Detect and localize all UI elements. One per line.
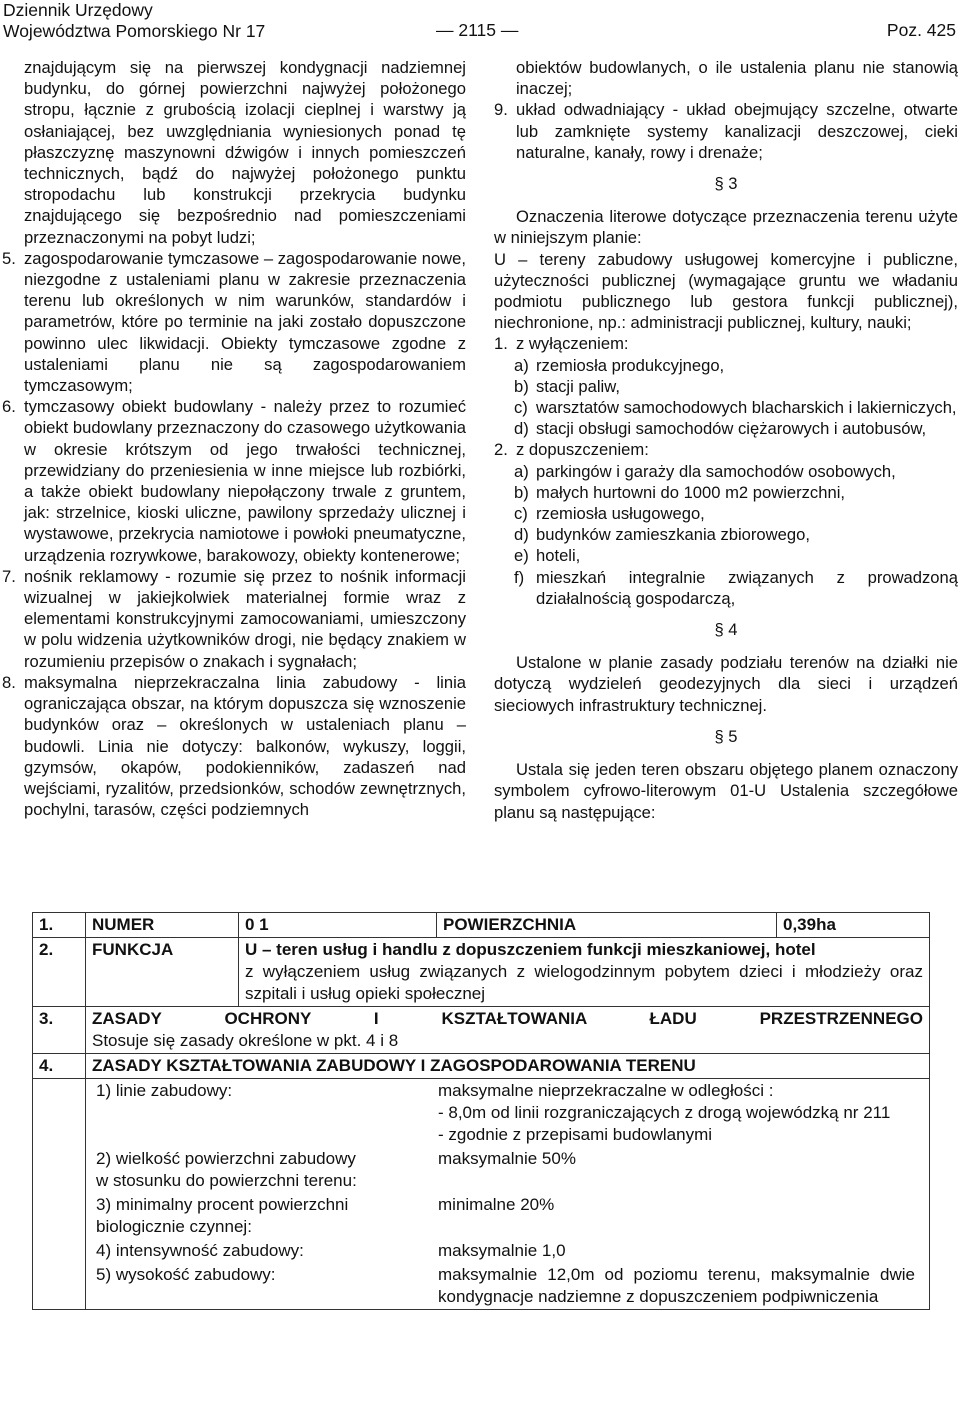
parameter-value: maksymalnie 50% xyxy=(438,1149,576,1168)
list-heading-text: z wyłączeniem: xyxy=(516,334,629,354)
list-number: 1. xyxy=(494,334,508,354)
row-index: 1. xyxy=(33,913,86,938)
table-row-number xyxy=(33,913,930,938)
list-number: 2. xyxy=(494,440,508,460)
item-number: 8. xyxy=(2,672,16,692)
item-letter: f) xyxy=(514,567,525,587)
item-text: rzemiosła produkcyjnego, xyxy=(536,355,725,375)
parameter-row xyxy=(90,1263,921,1309)
table-row-parameters xyxy=(33,1079,930,1310)
row-index: 4. xyxy=(33,1054,86,1079)
allowance-item xyxy=(494,567,958,609)
parameter-value: maksymalnie 1,0 xyxy=(438,1241,566,1260)
item-letter: b) xyxy=(514,482,529,502)
exclusion-item xyxy=(494,418,958,439)
parameter-value-line: maksymalne nieprzekraczalne w odległości : xyxy=(438,1081,774,1100)
item-number: 7. xyxy=(2,566,16,586)
list-heading-text: z dopuszczeniem: xyxy=(516,440,649,460)
table-row-function xyxy=(33,938,930,1007)
item-text: stacji paliw, xyxy=(536,376,620,396)
row-label: NUMER xyxy=(86,913,239,938)
journal-issue: Województwa Pomorskiego Nr 17 xyxy=(3,21,266,41)
parameter-value xyxy=(432,1079,921,1147)
table-row-development xyxy=(33,1054,930,1079)
allowances-heading xyxy=(494,439,958,460)
position-number: Poz. 425 xyxy=(886,20,956,40)
row-label: FUNKCJA xyxy=(86,938,239,1007)
parameter-label: 4) intensywność zabudowy: xyxy=(96,1241,304,1260)
row-value-2: 0,39ha xyxy=(777,913,930,938)
function-main: U – teren usług i handlu z dopuszczeniem funkcji mieszkaniowej, hotel xyxy=(245,940,816,959)
page-number: — 2115 — xyxy=(436,20,519,40)
row-value: 0 1 xyxy=(239,913,437,938)
parameter-value-line: - zgodnie z przepisami budowlanymi xyxy=(438,1125,713,1144)
definition-item-5 xyxy=(2,248,466,396)
table-row-principles xyxy=(33,1007,930,1054)
parameter-label: 5) wysokość zabudowy: xyxy=(96,1265,276,1284)
allowance-item xyxy=(494,503,958,524)
allowance-item xyxy=(494,461,958,482)
function-detail: z wyłączeniem usług związanych z wielogodzinnym pobytem dzieci i młodzieży oraz szpitali i usług opieki społecznej xyxy=(245,962,923,1003)
item-text: stacji obsługi samochodów ciężarowych i autobusów, xyxy=(536,419,927,439)
parameter-label: 1) linie zabudowy: xyxy=(96,1081,233,1100)
item-letter: c) xyxy=(514,504,528,524)
row-index-empty xyxy=(33,1079,86,1310)
item-letter: b) xyxy=(514,376,529,396)
item-text: małych hurtowni do 1000 m2 powierzchni, xyxy=(536,482,845,502)
exclusion-item xyxy=(494,376,958,397)
parameters-table xyxy=(90,1079,921,1309)
journal-name: Dziennik Urzędowy xyxy=(3,0,153,20)
item-text: układ odwadniający - układ obejmujący szczelne, otwarte lub zamknięte systemy kanalizacji deszczowej, cieki naturalne, kanały, rowy i drenaże; xyxy=(516,100,958,162)
row-value: Stosuje się zasady określone w pkt. 4 i 8 xyxy=(92,1031,399,1050)
item-letter: a) xyxy=(514,461,529,481)
parameter-label: 2) wielkość powierzchni zabudowy w stosunku do powierzchni terenu: xyxy=(96,1149,357,1190)
right-column xyxy=(494,57,958,823)
row-label-2: POWIERZCHNIA xyxy=(437,913,777,938)
section-3-heading: § 3 xyxy=(714,174,738,194)
parameter-value-line: - 8,0m od linii rozgraniczających z drogą wojewódzką nr 211 xyxy=(438,1103,891,1122)
item-number: 9. xyxy=(494,100,508,120)
item-number: 5. xyxy=(2,248,16,268)
allowance-item xyxy=(494,482,958,503)
item-number: 6. xyxy=(2,397,16,417)
exclusion-item xyxy=(494,397,958,418)
parameters-cell xyxy=(86,1079,930,1310)
u-definition: U – tereny zabudowy usługowej komercyjne i publiczne, użyteczności publicznej (wymagające gruntu we władaniu podmiotu publicznego lub gestora funkcji publicznej), niechronione, np.: administracji publicznej, kultury, nauki; xyxy=(494,249,958,333)
exclusion-item xyxy=(494,355,958,376)
section-4-heading: § 4 xyxy=(714,620,738,640)
parameter-row xyxy=(90,1239,921,1263)
zoning-spec-table xyxy=(32,912,930,1310)
section-5-heading: § 5 xyxy=(714,726,738,746)
item-text: budynków zamieszkania zbiorowego, xyxy=(536,525,810,545)
row-index: 2. xyxy=(33,938,86,1007)
section-3-text: Oznaczenia literowe dotyczące przeznaczenia terenu użyte w niniejszym planie: xyxy=(494,207,958,248)
item-letter: d) xyxy=(514,525,529,545)
item-text: mieszkań integralnie związanych z prowadzoną działalnością gospodarczą, xyxy=(536,567,958,608)
definition-item-8 xyxy=(2,672,466,820)
journal-title xyxy=(3,0,265,42)
intro-paragraph: znajdującym się na pierwszej kondygnacji nadziemnej budynku, do górnej powierzchni najwyżej położonego stropu, łącznie z grubością izolacji cieplnej i warstwy ją osłaniającej, bez uwzględniania wyniesionych ponad tę płaszczyznę maszynowni dźwigów i innych pomieszczeń technicznych, bądź do najwyżej położonego punktu stropodachu lub konstrukcji przekrycia budynku znajdującego się bezpośrednio nad pomieszczeniami przeznaczonymi na pobyt ludzi; xyxy=(24,58,466,247)
row-label: ZASADY KSZTAŁTOWANIA ZABUDOWY I ZAGOSPODAROWANIA TERENU xyxy=(86,1054,930,1079)
item-letter: a) xyxy=(514,355,529,375)
allowance-item xyxy=(494,524,958,545)
parameter-row xyxy=(90,1079,921,1147)
left-column xyxy=(2,57,466,820)
item-letter: c) xyxy=(514,398,528,418)
allowance-item xyxy=(494,545,958,566)
parameter-value: maksymalnie 12,0m od poziomu terenu, maksymalnie dwie kondygnacje nadziemne z dopuszczeniem podpiwniczenia xyxy=(438,1265,915,1306)
item-text: maksymalna nieprzekraczalna linia zabudowy - linia ograniczająca obszar, na którym dopuszcza się wznoszenie budynków oraz – określonych w ustaleniach planu – budowli. Linia nie dotyczy: balkonów, wykuszy, loggii, gzymsów, okapów, podokienników, zadaszeń nad wejściami, ryzalitów, przedsionków, schodów zewnętrznych, pochylni, tarasów, części podziemnych xyxy=(24,672,466,820)
item-text: nośnik reklamowy - rozumie się przez to nośnik informacji wizualnej w jakiejkolwiek materialnej formie wraz z elementami konstrukcyjnymi zamocowaniami, umieszczony w polu widzenia użytkowników drogi, nie będący znakiem w rozumieniu przepisów o znakach i sygnałach; xyxy=(24,566,466,671)
row-label: ZASADY OCHRONY I KSZTAŁTOWANIA ŁADU PRZESTRZENNEGO xyxy=(92,1009,923,1028)
item-letter: d) xyxy=(514,419,529,439)
item-text: warsztatów samochodowych blacharskich i lakierniczych, xyxy=(536,398,957,418)
definition-item-7 xyxy=(2,566,466,672)
section-4-text: Ustalone w planie zasady podziału terenów na działki nie dotyczą wydzieleń geodezyjnych dla sieci i urządzeń sieciowych infrastruktury technicznej. xyxy=(494,653,958,715)
item-text: hoteli, xyxy=(536,546,581,566)
continuation-text: obiektów budowlanych, o ile ustalenia planu nie stanowią inaczej; xyxy=(516,58,958,99)
row-content xyxy=(86,1007,930,1054)
definition-item-9 xyxy=(494,99,958,163)
parameter-value: minimalne 20% xyxy=(438,1195,555,1214)
definition-item-6 xyxy=(2,396,466,566)
exclusions-heading xyxy=(494,333,958,354)
parameter-row xyxy=(90,1193,921,1239)
item-text: parkingów i garaży dla samochodów osobowych, xyxy=(536,461,896,481)
parameter-label: 3) minimalny procent powierzchni biologicznie czynnej: xyxy=(96,1195,349,1236)
item-text: zagospodarowanie tymczasowe – zagospodarowanie nowe, niezgodne z ustaleniami planu w zakresie przeznaczenia terenu lub określonych w nim warunków, standardów i parametrów, które po terminie na jaki zostało dopuszczone powinno ulec likwidacji. Obiekty tymczasowe zgodne z ustaleniami planu nie są zagospodarowaniem tymczasowym; xyxy=(24,248,466,396)
section-5-text: Ustala się jeden teren obszaru objętego planem oznaczony symbolem cyfrowo-literowym 01-U Ustalenia szczegółowe planu są następujące: xyxy=(494,760,958,822)
item-text: tymczasowy obiekt budowlany - należy przez to rozumieć obiekt budowlany przeznaczony do czasowego użytkowania w okresie krótszym od jego trwałości technicznej, przewidziany do przeniesienia w inne miejsce lub rozbiórki, a także obiekt budowlany niepołączony trwale z gruntem, jak: strzelnice, kioski uliczne, pawilony sprzedaży ulicznej i wystawowe, przekrycia namiotowe i powłoki pneumatyczne, urządzenia rozrywkowe, barakowozy, obiekty kontenerowe; xyxy=(24,397,466,565)
item-text: rzemiosła usługowego, xyxy=(536,504,705,524)
row-value xyxy=(239,938,930,1007)
row-index: 3. xyxy=(33,1007,86,1054)
parameter-row xyxy=(90,1147,921,1193)
item-letter: e) xyxy=(514,546,529,566)
